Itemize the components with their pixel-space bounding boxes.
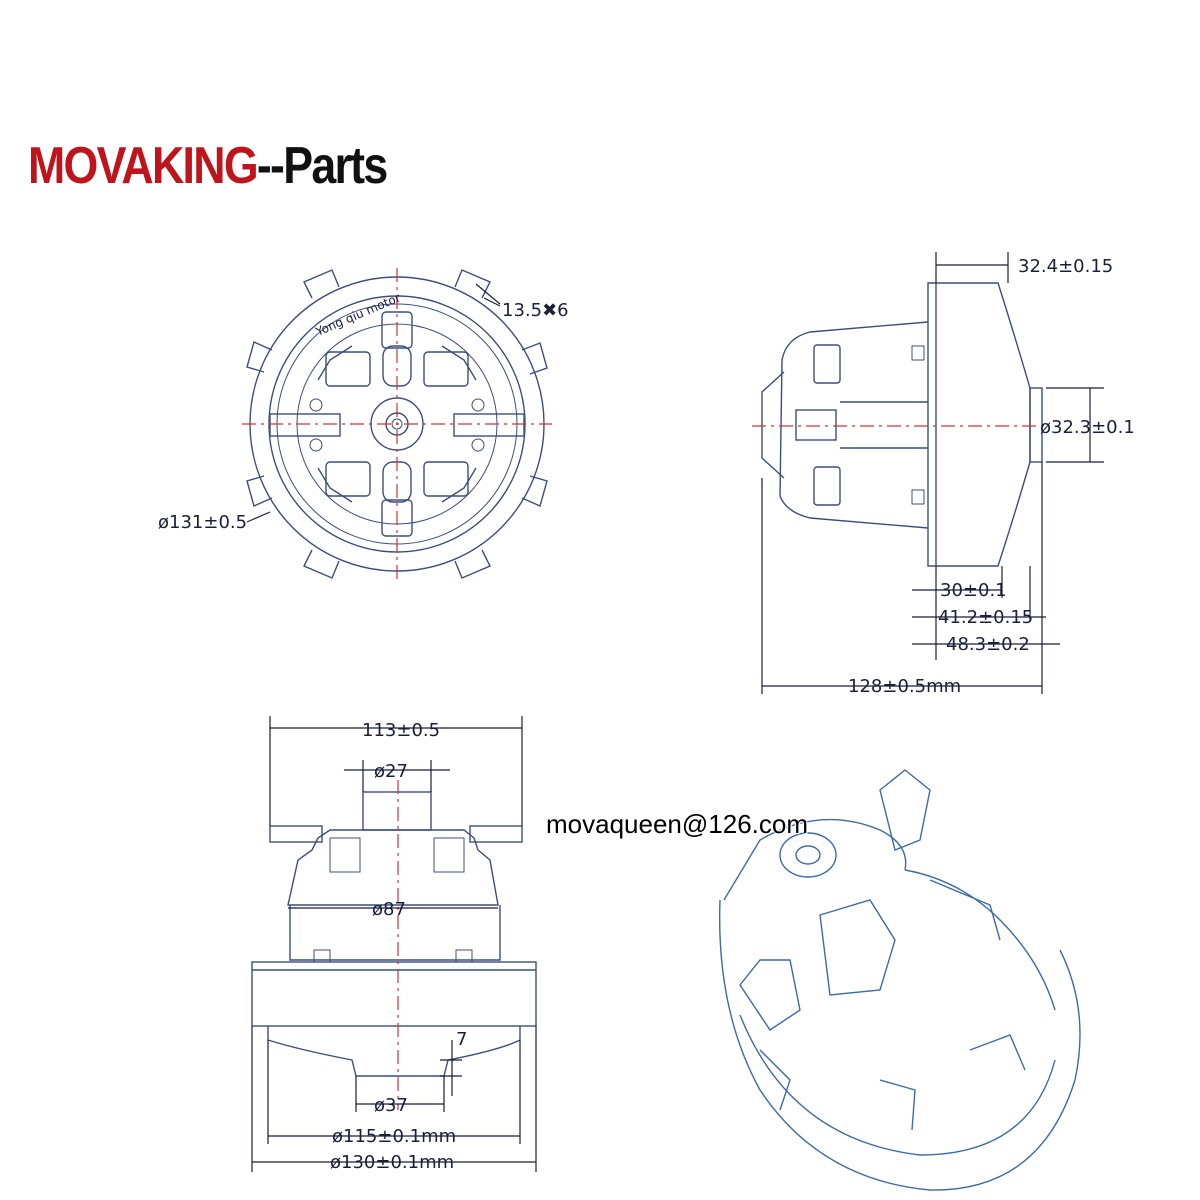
contact-email: movaqueen@126.com xyxy=(546,809,808,839)
label-inlet-diameter: ø37 xyxy=(374,1095,408,1116)
label-overall-length: 128±0.5mm xyxy=(848,676,962,697)
label-height: 113±0.5 xyxy=(362,720,441,741)
front-view xyxy=(158,268,569,580)
label-body-diameter: ø87 xyxy=(372,899,406,920)
label-front-diameter: ø131±0.5 xyxy=(158,512,248,533)
label-step: 7 xyxy=(456,1029,468,1050)
label-slot: 13.5✖6 xyxy=(502,300,569,321)
brand-name: MOVAKING xyxy=(28,137,257,195)
terminal-left xyxy=(270,414,340,436)
inlet-cone xyxy=(268,1026,520,1076)
label-outer-diameter: ø130±0.1mm xyxy=(330,1152,455,1173)
label-d1: 30±0.1 xyxy=(940,580,1007,601)
housing-outline xyxy=(720,900,1080,1190)
label-inner-diameter: ø115±0.1mm xyxy=(332,1126,457,1147)
motor-body xyxy=(780,322,928,528)
motor-upper-body xyxy=(288,830,498,905)
label-d3: 48.3±0.2 xyxy=(946,634,1030,655)
shaft-boss xyxy=(363,792,431,830)
fan-housing xyxy=(928,283,1030,566)
brand-suffix: --Parts xyxy=(256,137,387,195)
brand-title xyxy=(28,136,386,196)
terminal-right xyxy=(454,414,524,436)
label-hub-diameter: ø32.3±0.1 xyxy=(1040,417,1135,438)
fan-housing-side xyxy=(252,962,536,1026)
label-d2: 41.2±0.15 xyxy=(938,607,1034,628)
motor-stamp: Yong qiu motor xyxy=(313,290,403,339)
elevation-view xyxy=(252,716,536,1173)
label-shaft-diameter: ø27 xyxy=(374,761,408,782)
side-view xyxy=(752,252,1135,697)
label-top-depth: 32.4±0.15 xyxy=(1018,256,1114,277)
